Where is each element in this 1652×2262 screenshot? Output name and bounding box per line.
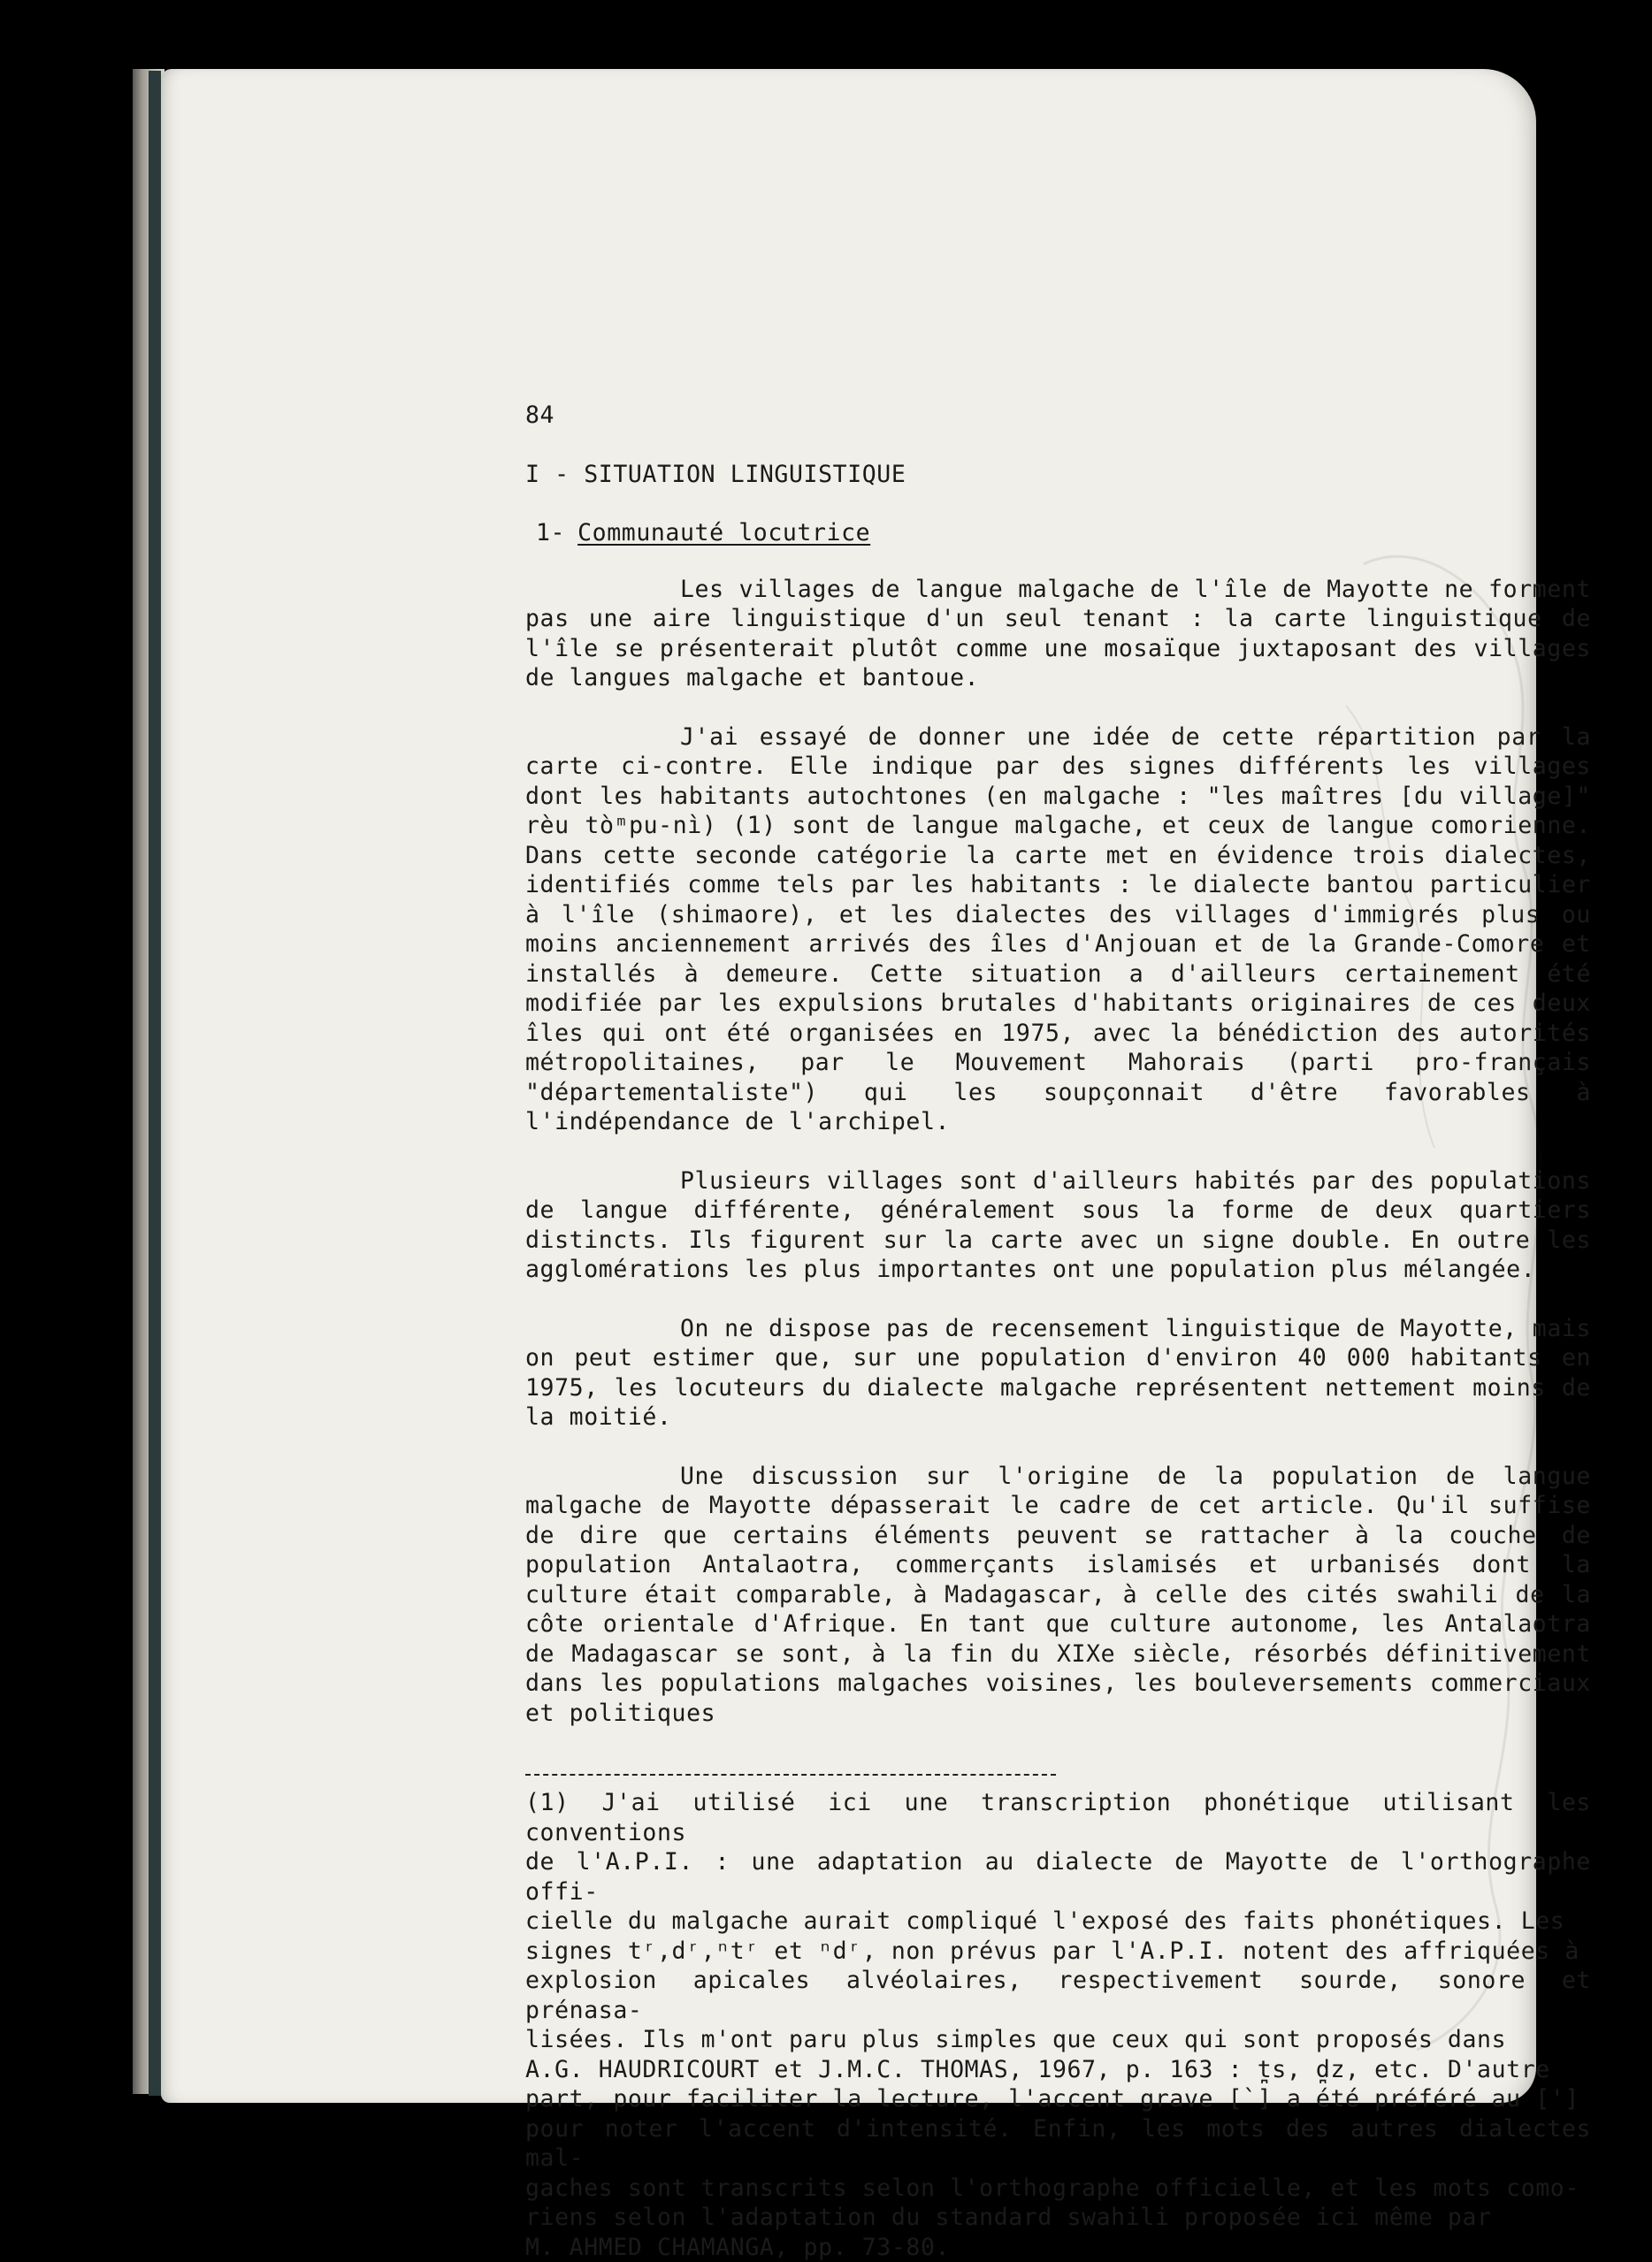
footnote-line: lisées. Ils m'ont paru plus simples que ceux qui sont proposés dans xyxy=(525,2025,1591,2055)
footnote-line: (1) J'ai utilisé ici une transcription phonétique utilisant les conventions xyxy=(525,1788,1591,1847)
footnote-line: explosion apicales alvéolaires, respectivement sourde, sonore et prénasa- xyxy=(525,1966,1591,2025)
footnote-line: cielle du malgache aurait compliqué l'exposé des faits phonétiques. Les xyxy=(525,1907,1591,1937)
footnote-line: gaches sont transcrits selon l'orthographe officielle, et les mots como- xyxy=(525,2174,1591,2204)
page-number: 84 xyxy=(525,401,1591,431)
footnote-line: pour noter l'accent d'intensité. Enfin, les mots des autres dialectes mal- xyxy=(525,2114,1591,2174)
footnote-line: de l'A.P.I. : une adaptation au dialecte de Mayotte de l'orthographe offi- xyxy=(525,1847,1591,1907)
book-spine xyxy=(149,71,161,2096)
subsection-heading xyxy=(536,518,1591,548)
footnote xyxy=(525,1788,1591,2262)
footnote-line: part, pour faciliter la lecture, l'accent grave [`] a été préféré au ['] xyxy=(525,2084,1591,2114)
footnote-line: riens selon l'adaptation du standard swahili proposée ici même par xyxy=(525,2203,1591,2233)
paragraph: Plusieurs villages sont d'ailleurs habités par des populations de langue différente, généralement sous la forme de deux quartiers distincts. Ils figurent sur la carte avec un signe double. En outre les agglomérations les plus importantes ont une population plus mélangée. xyxy=(525,1166,1591,1285)
subsection-number: 1- xyxy=(536,519,565,546)
paragraph: On ne dispose pas de recensement linguistique de Mayotte, mais on peut estimer que, sur une population d'environ 40 000 habitants en 1975, les locuteurs du dialecte malgache représentent nettement moins de la moitié. xyxy=(525,1314,1591,1433)
book-page xyxy=(161,69,1536,2103)
paragraph: J'ai essayé de donner une idée de cette répartition par la carte ci-contre. Elle indique par des signes différents les villages dont les habitants autochtones (en malgache : "les maîtres [du village]" rèu tòᵐpu-nì) (1) sont de langue malgache, et ceux de langue comorienne. Dans cette seconde catégorie la carte met en évidence trois dialectes, identifiés comme tels par les habitants : le dialecte bantou particulier à l'île (shimaore), et les dialectes des villages d'immigrés plus ou moins anciennement arrivés des îles d'Anjouan et de la Grande-Comore et installés à demeure. Cette situation a d'ailleurs certainement été modifiée par les expulsions brutales d'habitants originaires de ces deux îles qui ont été organisées en 1975, avec la bénédiction des autorités métropolitaines, par le Mouvement Mahorais (parti pro-français "départementaliste") qui les soupçonnait d'être favorables à l'indépendance de l'archipel. xyxy=(525,722,1591,1137)
footnote-line: A.G. HAUDRICOURT et J.M.C. THOMAS, 1967, p. 163 : t̪s, d̪z, etc. D'autre xyxy=(525,2055,1591,2085)
footnote-separator xyxy=(525,1774,1056,1776)
footnote-line: M. AHMED CHAMANGA, pp. 73-80. xyxy=(525,2233,1591,2262)
subsection-title: Communauté locutrice xyxy=(577,519,870,546)
page-text-block xyxy=(525,401,1591,2262)
footnote-line: signes tʳ,dʳ,ⁿtʳ et ⁿdʳ, non prévus par l'A.P.I. notent des affriquées à xyxy=(525,1937,1591,1967)
paragraph: Les villages de langue malgache de l'île de Mayotte ne forment pas une aire linguistique d'un seul tenant : la carte linguistique de l'île se présenterait plutôt comme une mosaïque juxtaposant des villages de langues malgache et bantoue. xyxy=(525,575,1591,693)
section-heading: I - SITUATION LINGUISTIQUE xyxy=(525,460,1591,490)
paragraph: Une discussion sur l'origine de la population de langue malgache de Mayotte dépasserait le cadre de cet article. Qu'il suffise de dire que certains éléments peuvent se rattacher à la couche de population Antalaotra, commerçants islamisés et urbanisés dont la culture était comparable, à Madagascar, à celle des cités swahili de la côte orientale d'Afrique. En tant que culture autonome, les Antalaotra de Madagascar se sont, à la fin du XIXe siècle, résorbés définitivement dans les populations malgaches voisines, les bouleversements commerciaux et politiques xyxy=(525,1462,1591,1729)
